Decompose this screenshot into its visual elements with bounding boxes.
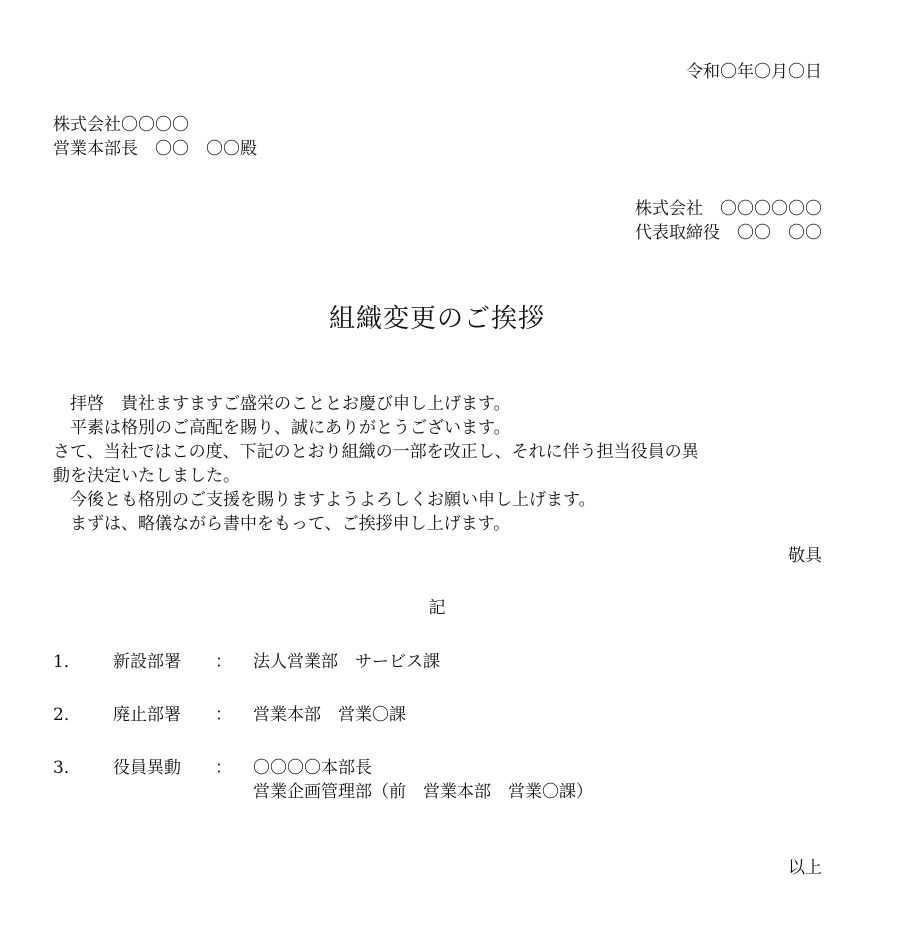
- body-line: 平素は格別のご高配を賜り、誠にありがとうございます。: [53, 418, 511, 438]
- item-colon: ：: [215, 758, 232, 778]
- body-line: 動を決定いたしました。: [53, 466, 240, 486]
- item-number: 1．: [53, 652, 81, 672]
- ijou-ending: 以上: [788, 858, 822, 878]
- item-label: 新設部署: [113, 652, 181, 672]
- item-number: 3．: [53, 758, 81, 778]
- body-line: 今後とも格別のご支援を賜りますようよろしくお願い申し上げます。: [53, 490, 596, 510]
- item-value-line: 営業企画管理部（前 営業本部 営業〇課）: [253, 782, 593, 802]
- item-label: 廃止部署: [113, 705, 181, 725]
- body-line: さて、当社ではこの度、下記のとおり組織の一部を改正し、それに伴う担当役員の異: [53, 442, 699, 462]
- document-date: 令和〇年〇月〇日: [686, 62, 822, 82]
- sender-company: 株式会社 〇〇〇〇〇〇: [635, 199, 822, 219]
- item-colon: ：: [215, 705, 232, 725]
- item-value: 法人営業部 サービス課: [253, 652, 440, 672]
- recipient-company: 株式会社〇〇〇〇: [53, 115, 189, 135]
- body-line: 拝啓 貴社ますますご盛栄のこととお慶び申し上げます。: [53, 394, 511, 414]
- body-line: まずは、略儀ながら書中をもって、ご挨拶申し上げます。: [53, 514, 511, 534]
- recipient-person: 営業本部長 〇〇 〇〇殿: [53, 139, 257, 159]
- closing-word: 敬具: [788, 546, 822, 566]
- item-colon: ：: [215, 652, 232, 672]
- item-number: 2．: [53, 705, 81, 725]
- ki-heading: 記: [428, 598, 446, 618]
- sender-person: 代表取締役 〇〇 〇〇: [635, 223, 822, 243]
- recipient-block: [53, 113, 257, 161]
- sender-block: [635, 197, 822, 245]
- item-label: 役員異動: [113, 758, 181, 778]
- body-text: [53, 392, 699, 536]
- item-value: [253, 756, 593, 804]
- item-value: 営業本部 営業〇課: [253, 705, 406, 725]
- item-value-line: 〇〇〇〇本部長: [253, 758, 372, 778]
- document-title: 組織変更のご挨拶: [328, 304, 545, 334]
